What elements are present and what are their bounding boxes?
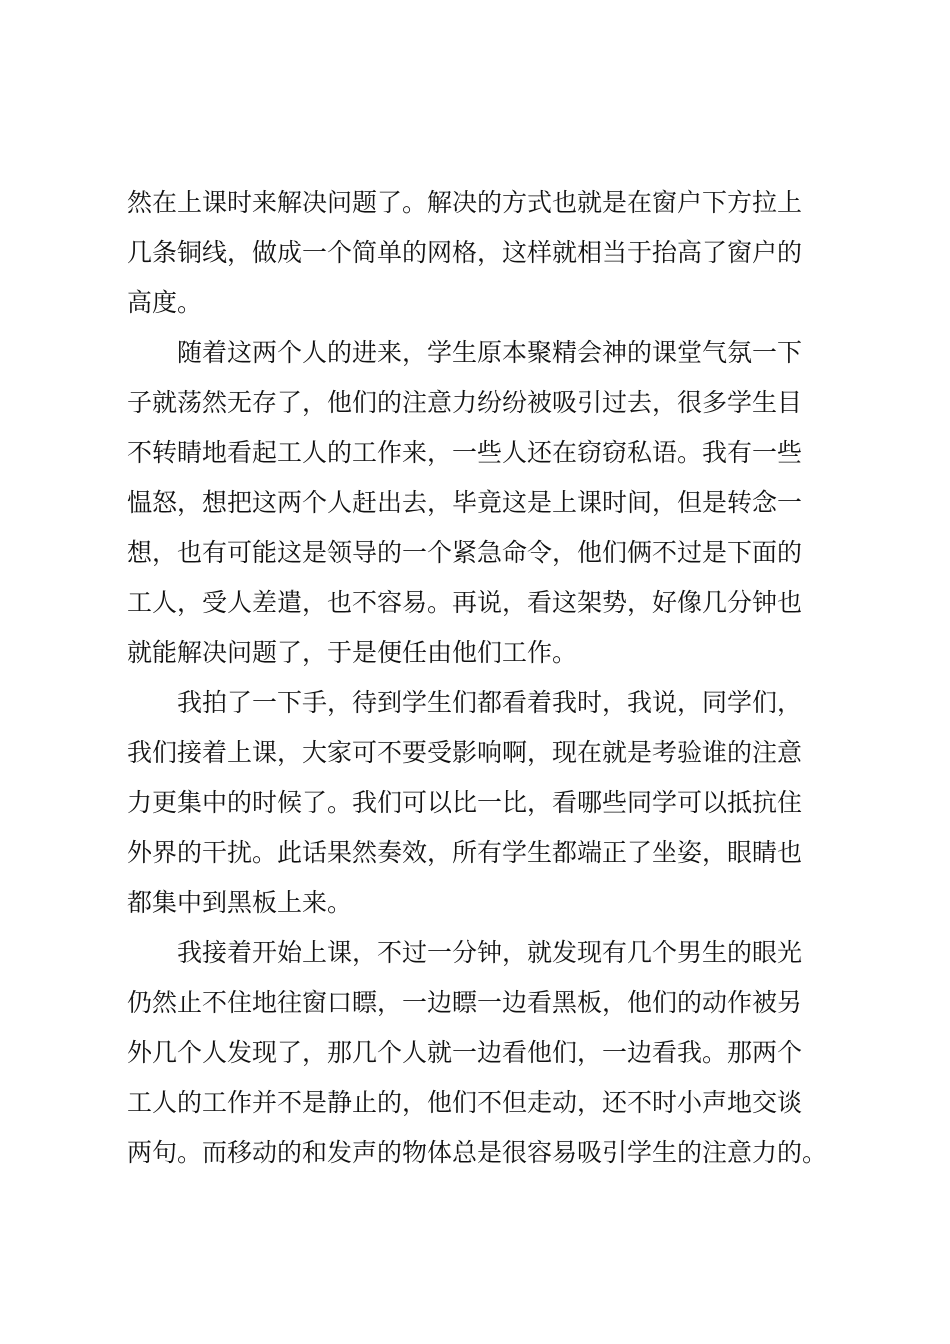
- text-line: 外界的干扰。此话果然奏效，所有学生都端正了坐姿，眼睛也: [127, 838, 803, 867]
- text-line: 工人的工作并不是静止的，他们不但走动，还不时小声地交谈: [127, 1088, 803, 1117]
- text-line: 高度。: [127, 288, 203, 317]
- text-line: 力更集中的时候了。我们可以比一比，看哪些同学可以抵抗住: [127, 788, 803, 817]
- text-line: 两句。而移动的和发声的物体总是很容易吸引学生的注意力的。: [127, 1138, 828, 1167]
- text-line: 愠怒，想把这两个人赶出去，毕竟这是上课时间，但是转念一: [127, 488, 803, 517]
- text-line: 仍然止不住地往窗口瞟，一边瞟一边看黑板，他们的动作被另: [127, 988, 803, 1017]
- body-text: [127, 178, 847, 1178]
- text-line: 子就荡然无存了，他们的注意力纷纷被吸引过去，很多学生目: [127, 388, 803, 417]
- text-line: 工人，受人差遣，也不容易。再说，看这架势，好像几分钟也: [127, 588, 803, 617]
- text-line: 外几个人发现了，那几个人就一边看他们，一边看我。那两个: [127, 1038, 803, 1067]
- text-line-indented: 随着这两个人的进来，学生原本聚精会神的课堂气氛一下: [177, 338, 803, 367]
- text-line-indented: 我接着开始上课，不过一分钟，就发现有几个男生的眼光: [177, 938, 803, 967]
- text-line: 想，也有可能这是领导的一个紧急命令，他们俩不过是下面的: [127, 538, 803, 567]
- text-line: 就能解决问题了，于是便任由他们工作。: [127, 638, 578, 667]
- text-line: 不转睛地看起工人的工作来，一些人还在窃窃私语。我有一些: [127, 438, 803, 467]
- text-line: 我们接着上课，大家可不要受影响啊，现在就是考验谁的注意: [127, 738, 803, 767]
- text-line: 都集中到黑板上来。: [127, 888, 353, 917]
- text-line-indented: 我拍了一下手，待到学生们都看着我时，我说，同学们，: [177, 688, 803, 717]
- text-line: 然在上课时来解决问题了。解决的方式也就是在窗户下方拉上: [127, 188, 803, 217]
- text-line: 几条铜线，做成一个简单的网格，这样就相当于抬高了窗户的: [127, 238, 803, 267]
